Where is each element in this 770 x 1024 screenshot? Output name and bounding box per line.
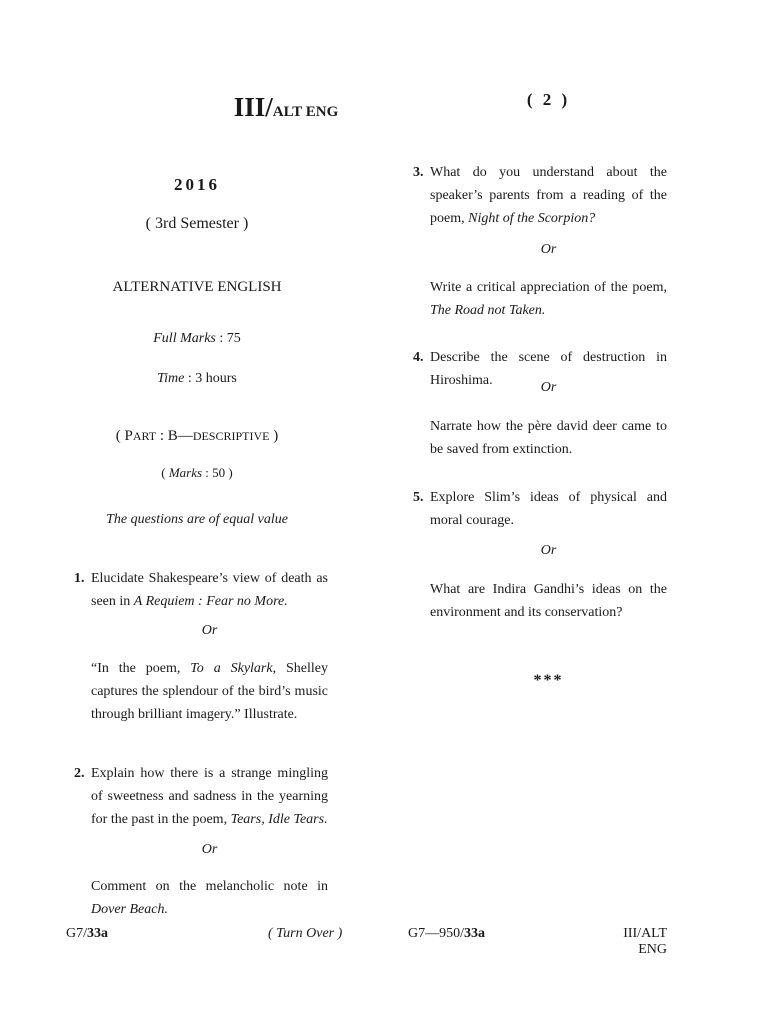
or-divider: Or bbox=[540, 380, 557, 395]
full-marks-label: Full Marks bbox=[153, 331, 216, 346]
question-1-alt bbox=[91, 657, 328, 726]
question-text: Comment on the melancholic note in bbox=[91, 879, 328, 894]
poem-title: Dover Beach. bbox=[91, 902, 168, 917]
or-divider: Or bbox=[540, 543, 557, 558]
code-bold: 33a bbox=[464, 926, 485, 941]
part-open: ( P bbox=[115, 428, 133, 444]
question-1 bbox=[74, 567, 328, 613]
or-divider: Or bbox=[201, 842, 218, 857]
part-descriptive: DESCRIPTIVE bbox=[192, 429, 270, 443]
part-close: ) bbox=[269, 428, 279, 444]
question-text: What do you understand about the speaker’s parents from a reading of the poem, bbox=[430, 165, 667, 226]
question-text: Elucidate Shakespeare’s view of death as seen in bbox=[91, 571, 328, 609]
question-text: Write a critical appreciation of the poem, bbox=[430, 280, 667, 295]
question-text: What are Indira Gandhi’s ideas on the environment and its conservation? bbox=[430, 582, 667, 620]
question-5-alt bbox=[430, 578, 667, 624]
subject: ALTERNATIVE ENGLISH bbox=[112, 279, 282, 295]
question-5 bbox=[413, 486, 667, 532]
footer-code-right bbox=[408, 926, 485, 942]
question-text: Narrate how the père david deer came to be saved from extinction. bbox=[430, 419, 667, 457]
code-plain: G7—950/ bbox=[408, 926, 464, 941]
question-text: Explain how there is a strange mingling of sweetness and sadness in the yearning for the past in the poem, bbox=[91, 766, 328, 827]
note-text: The questions are of equal value bbox=[106, 512, 288, 527]
full-marks bbox=[66, 331, 328, 347]
code-bold: 33a bbox=[87, 926, 108, 941]
question-3 bbox=[413, 161, 667, 230]
page-number: ( 2 ) bbox=[526, 90, 571, 109]
question-number: 4. bbox=[413, 350, 424, 365]
part-mid: : B— bbox=[156, 428, 193, 444]
question-number: 5. bbox=[413, 490, 424, 505]
footer-code-left bbox=[66, 926, 108, 942]
part-marks-label: Marks bbox=[168, 465, 203, 480]
question-text: “In the poem, bbox=[91, 661, 191, 676]
or-divider: Or bbox=[201, 623, 218, 638]
part-heading bbox=[66, 428, 328, 445]
question-3-alt bbox=[430, 276, 667, 322]
part-marks-value: : 50 ) bbox=[202, 465, 233, 480]
question-text: , Shelley captures the splendour of the bird’s music through brilliant imagery.” Illustrate. bbox=[91, 661, 328, 722]
question-2-alt bbox=[91, 875, 328, 921]
poem-title: The Road not Taken. bbox=[430, 303, 546, 318]
title-rest: ALT ENG bbox=[272, 104, 339, 120]
part-marks-open: ( bbox=[161, 465, 169, 480]
question-2 bbox=[74, 762, 328, 831]
question-number: 3. bbox=[413, 165, 424, 180]
question-number: 2. bbox=[74, 766, 85, 781]
question-4-alt bbox=[430, 415, 667, 461]
footer-paper-tag: III/ALT ENG bbox=[623, 926, 667, 957]
or-divider: Or bbox=[540, 242, 557, 257]
instructions-note bbox=[66, 512, 328, 528]
time bbox=[66, 371, 328, 387]
poem-title: A Requiem : Fear no More. bbox=[133, 594, 288, 609]
poem-title: Night of the Scorpion? bbox=[468, 211, 596, 226]
turn-over: ( Turn Over ) bbox=[268, 926, 343, 941]
title-roman: III/ bbox=[233, 92, 273, 122]
question-text: Explore Slim’s ideas of physical and moral courage. bbox=[430, 490, 667, 528]
question-number: 1. bbox=[74, 571, 85, 586]
semester: ( 3rd Semester ) bbox=[145, 215, 249, 232]
code-plain: G7/ bbox=[66, 926, 87, 941]
poem-title: Tears, Idle Tears. bbox=[230, 812, 328, 827]
end-marker: *** bbox=[533, 672, 564, 689]
exam-year: 2016 bbox=[174, 175, 220, 194]
time-label: Time bbox=[157, 371, 185, 386]
question-text: Describe the scene of destruction in Hiroshima. bbox=[430, 350, 667, 388]
poem-title: To a Skylark bbox=[190, 661, 273, 676]
full-marks-value: : 75 bbox=[215, 331, 241, 346]
time-value: : 3 hours bbox=[184, 371, 237, 386]
page-title bbox=[186, 92, 386, 123]
part-marks bbox=[66, 465, 328, 481]
part-word: ART bbox=[132, 429, 157, 443]
